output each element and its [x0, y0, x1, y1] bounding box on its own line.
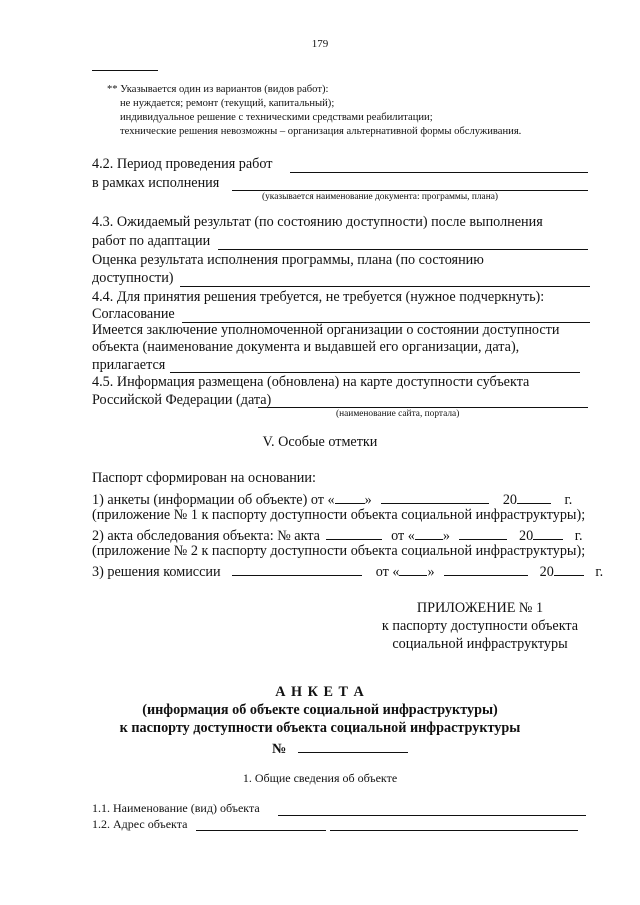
basis-intro: Паспорт сформирован на основании:: [92, 470, 316, 486]
attached-label: прилагается: [92, 357, 166, 373]
accessibility-field[interactable]: [180, 286, 590, 287]
adaptation-field[interactable]: [218, 249, 588, 250]
footnote-separator: [92, 70, 158, 71]
item1-text: 1) анкеты (информации об объекте) от «: [92, 492, 335, 508]
anketa-number-field[interactable]: [298, 738, 408, 753]
field-address-label: 1.2. Адрес объекта: [92, 817, 188, 831]
object-name-field[interactable]: [278, 815, 586, 816]
item3-text: 3) решения комиссии: [92, 564, 221, 580]
section-title: V. Особые отметки: [262, 434, 378, 450]
quote-close: »: [364, 492, 372, 508]
attached-field[interactable]: [170, 372, 580, 373]
conclusion-text: объекта (наименование документа и выдавшей его организации, дата),: [92, 339, 520, 355]
decision-text: 4.4. Для принятия решения требуется, не требуется (нужное подчеркнуть):: [92, 289, 545, 305]
item2-month-field[interactable]: [459, 525, 507, 540]
date-from: от «: [391, 528, 415, 544]
year-prefix: 20: [519, 528, 534, 544]
evaluation-text: Оценка результата исполнения программы, плана (по состоянию: [92, 252, 484, 268]
item3-month-field[interactable]: [444, 561, 528, 576]
accessibility-label: доступности): [92, 270, 174, 286]
number-sign: №: [272, 741, 287, 757]
date-from: от «: [375, 564, 400, 580]
appendix-subtitle: социальной инфраструктуры: [392, 636, 568, 652]
conclusion-text: Имеется заключение уполномоченной организации о состоянии доступности: [92, 322, 560, 338]
item1-year-field[interactable]: [517, 489, 551, 504]
year-prefix: 20: [539, 564, 554, 580]
item1-day-field[interactable]: [335, 489, 365, 504]
appendix2-ref: (приложение № 2 к паспорту доступности объекта социальной инфраструктуры);: [92, 543, 586, 559]
page-number: 179: [311, 38, 329, 50]
anketa-title: А Н К Е Т А: [275, 684, 365, 700]
adaptation-label: работ по адаптации: [92, 233, 211, 249]
footnote-line: индивидуальное решение с техническими средствами реабилитации;: [120, 112, 433, 123]
year-suffix: г.: [564, 492, 573, 508]
address-field-part2[interactable]: [330, 830, 578, 831]
section1-title: 1. Общие сведения об объекте: [242, 771, 398, 785]
year-prefix: 20: [502, 492, 517, 508]
footnote-line: не нуждается; ремонт (текущий, капитальный);: [120, 98, 335, 109]
act-number-field[interactable]: [326, 525, 382, 540]
approval-label: Согласование: [92, 306, 175, 322]
item1-month-field[interactable]: [381, 489, 489, 504]
footnote-line: технические решения невозможны – организация альтернативной формы обслуживания.: [120, 126, 522, 137]
date-label: Российской Федерации (дата): [92, 392, 272, 408]
period-field[interactable]: [290, 172, 588, 173]
year-suffix: г.: [595, 564, 604, 580]
item3-year-field[interactable]: [554, 561, 584, 576]
within-label: в рамках исполнения: [92, 175, 220, 191]
year-suffix: г.: [574, 528, 583, 544]
address-field-part1[interactable]: [196, 830, 326, 831]
anketa-subtitle: к паспорту доступности объекта социальной инфраструктуры: [119, 720, 521, 736]
quote-close: »: [442, 528, 450, 544]
date-field[interactable]: [258, 407, 588, 408]
item2-day-field[interactable]: [415, 525, 443, 540]
field-name-label: 1.1. Наименование (вид) объекта: [92, 801, 260, 815]
info-placed-text: 4.5. Информация размещена (обновлена) на карте доступности субъекта: [92, 374, 530, 390]
within-hint: (указывается наименование документа: программы, плана): [262, 192, 499, 202]
quote-close: »: [427, 564, 435, 580]
anketa-subtitle: (информация об объекте социальной инфраструктуры): [142, 702, 498, 718]
footnote-line: ** Указывается один из вариантов (видов работ):: [107, 84, 329, 95]
item2-text: 2) акта обследования объекта: № акта: [92, 528, 320, 544]
appendix1-ref: (приложение № 1 к паспорту доступности объекта социальной инфраструктуры);: [92, 507, 586, 523]
within-field[interactable]: [232, 190, 588, 191]
site-hint: (наименование сайта, портала): [336, 409, 460, 419]
expected-result-text: 4.3. Ожидаемый результат (по состоянию доступности) после выполнения: [92, 214, 543, 230]
item3-day-field[interactable]: [399, 561, 427, 576]
commission-field[interactable]: [232, 561, 362, 576]
item2-year-field[interactable]: [533, 525, 563, 540]
appendix-subtitle: к паспорту доступности объекта: [381, 618, 579, 634]
period-label: 4.2. Период проведения работ: [92, 156, 273, 172]
appendix-title: ПРИЛОЖЕНИЕ № 1: [416, 600, 544, 616]
